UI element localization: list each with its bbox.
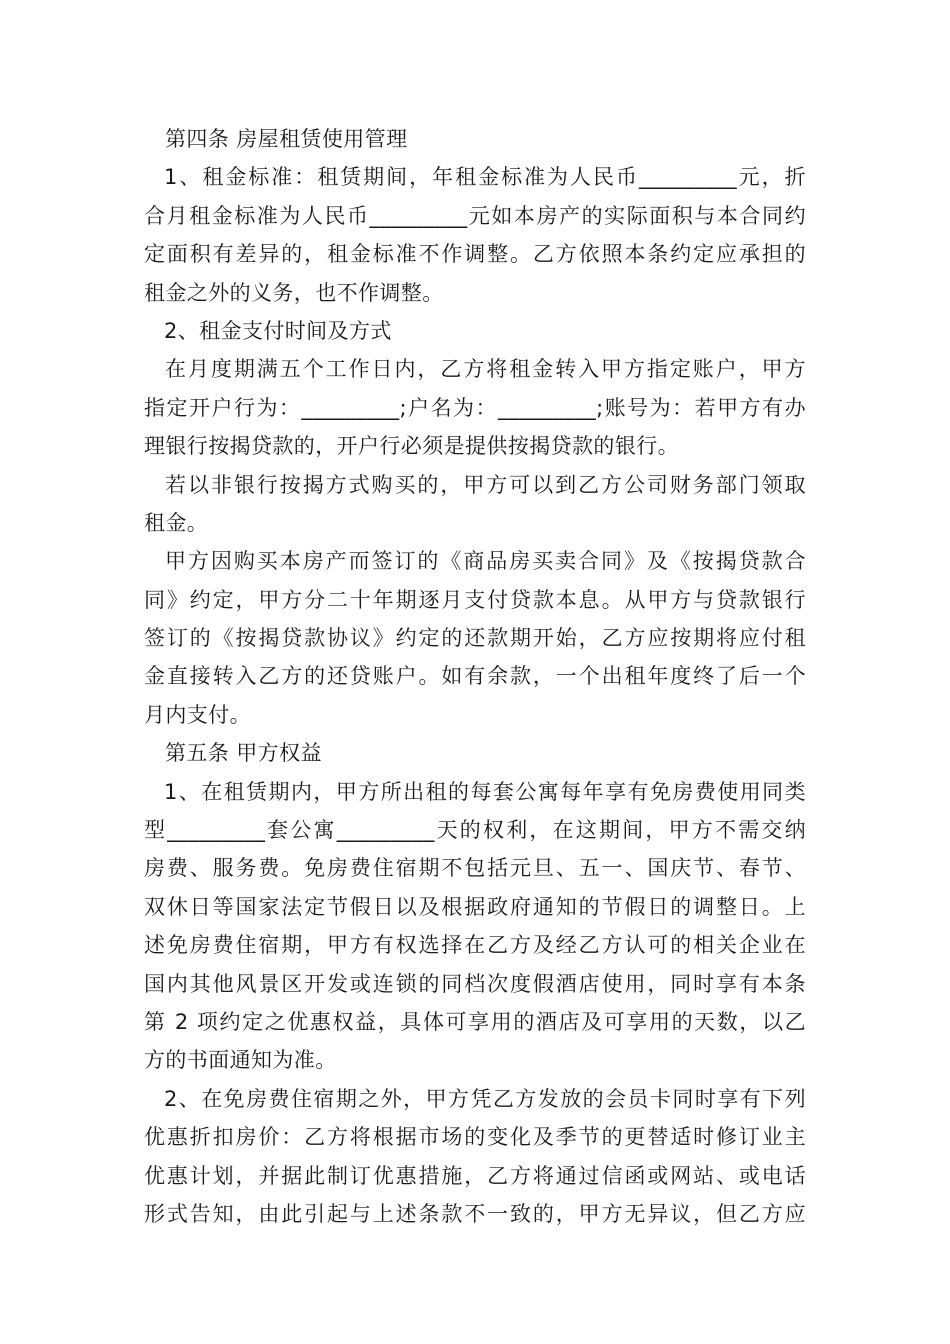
text-line: 合月租金标准为人民币_________元如本房产的实际面积与本合同约 — [144, 203, 806, 228]
text-line: 国内其他风景区开发或连锁的同档次度假酒店使用，同时享有本条 — [144, 971, 806, 996]
text-line: 若以非银行按揭方式购买的，甲方可以到乙方公司财务部门领取 — [165, 472, 806, 497]
text-line: 在月度期满五个工作日内，乙方将租金转入甲方指定账户，甲方 — [165, 357, 806, 382]
text-line: 第五条 甲方权益 — [165, 741, 322, 766]
text-line: 述免房费住宿期，甲方有权选择在乙方及经乙方认可的相关企业在 — [144, 933, 806, 958]
text-line: 租金。 — [144, 510, 209, 535]
text-line: 2、租金支付时间及方式 — [164, 318, 392, 343]
text-line: 1、租金标准：租赁期间，年租金标准为人民币_________元，折 — [164, 165, 806, 190]
text-line: 优惠折扣房价：乙方将根据市场的变化及季节的更替适时修订业主 — [144, 1125, 806, 1150]
text-line: 形式告知，由此引起与上述条款不一致的，甲方无异议，但乙方应 — [144, 1201, 806, 1226]
text-line: 房费、服务费。免房费住宿期不包括元旦、五一、国庆节、春节、 — [144, 856, 806, 881]
text-line: 1、在租赁期内，甲方所出租的每套公寓每年享有免房费使用同类 — [164, 779, 806, 804]
text-line: 甲方因购买本房产而签订的《商品房买卖合同》及《按揭贷款合 — [165, 549, 806, 574]
text-line: 第 2 项约定之优惠权益，具体可享用的酒店及可享用的天数，以乙 — [144, 1009, 806, 1034]
text-line: 双休日等国家法定节假日以及根据政府通知的节假日的调整日。上 — [144, 894, 806, 919]
text-line: 第四条 房屋租赁使用管理 — [165, 127, 408, 151]
text-line: 型_________套公寓_________天的权利，在这期间，甲方不需交纳 — [144, 818, 806, 843]
text-line: 方的书面通知为准。 — [144, 1048, 337, 1073]
text-line: 金直接转入乙方的还贷账户。如有余款，一个出租年度终了后一个 — [144, 664, 806, 689]
text-line: 签订的《按揭贷款协议》约定的还款期开始，乙方应按期将应付租 — [144, 626, 806, 651]
text-line: 优惠计划，并据此制订优惠措施，乙方将通过信函或网站、或电话 — [144, 1163, 806, 1188]
text-line: 定面积有差异的，租金标准不作调整。乙方依照本条约定应承担的 — [144, 242, 806, 267]
text-line: 同》约定，甲方分二十年期逐月支付贷款本息。从甲方与贷款银行 — [144, 587, 806, 612]
text-line: 租金之外的义务，也不作调整。 — [144, 280, 444, 305]
text-line: 理银行按揭贷款的，开户行必须是提供按揭贷款的银行。 — [144, 434, 679, 459]
document-page — [144, 120, 806, 1233]
text-line: 月内支付。 — [144, 702, 251, 727]
text-line: 指定开户行为：_________;户名为：_________;账号为：若甲方有办 — [144, 395, 806, 420]
text-line: 2、在免房费住宿期之外，甲方凭乙方发放的会员卡同时享有下列 — [164, 1086, 806, 1111]
